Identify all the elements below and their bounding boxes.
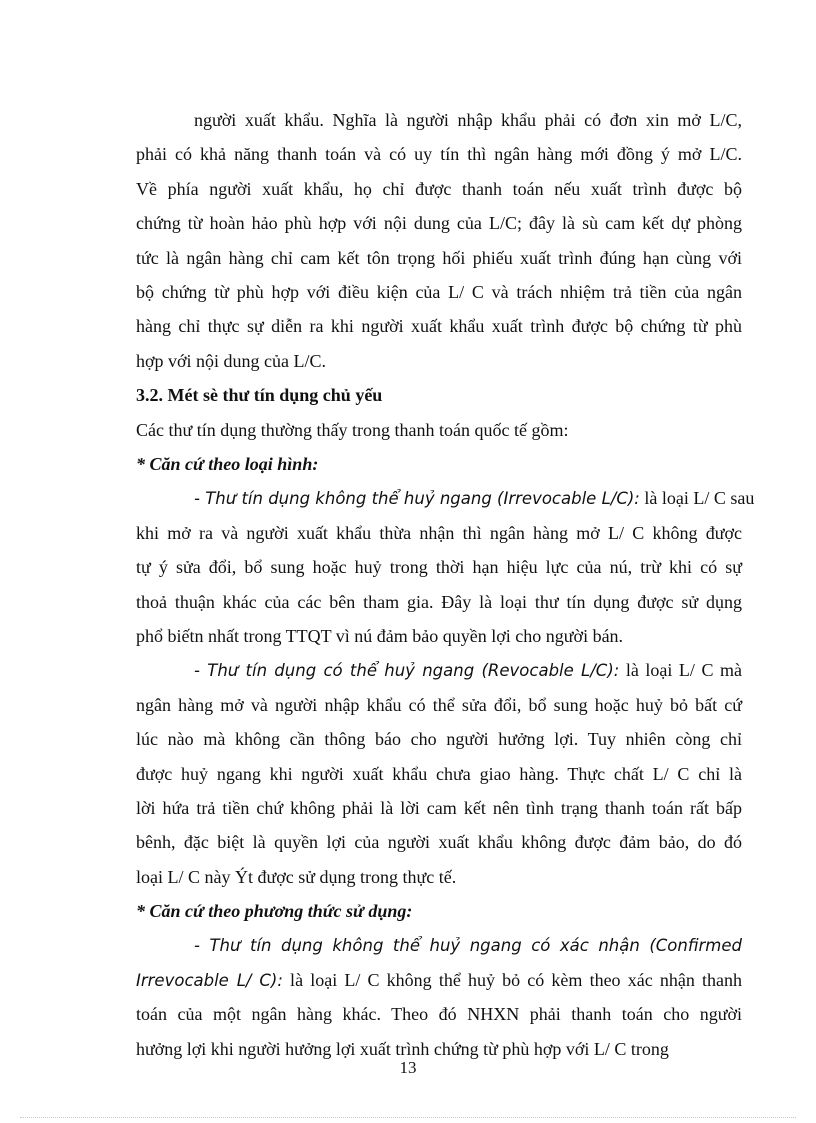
text-line: lúc nào mà không cần thông báo cho người hưởng lợi. Tuy nhiên còng chỉ — [136, 729, 742, 750]
text-line: người xuất khẩu. Nghĩa là người nhập khẩu phải có đơn xin mở L/C, — [194, 110, 742, 130]
page-number: 13 — [399, 1058, 417, 1077]
text-line: được huỷ ngang khi người xuất khẩu chưa giao hàng. Thực chất L/ C chỉ là — [136, 763, 742, 784]
text-line: toán của một ngân hàng khác. Theo đó NHXN phải thanh toán cho người — [136, 1004, 742, 1025]
text-line — [194, 487, 755, 510]
text-line: * Căn cứ theo loại hình: — [136, 454, 319, 474]
text-line: ngân hàng mở và người nhập khẩu có thể sửa đổi, bổ sung hoặc huỷ bỏ bất cứ — [136, 694, 742, 715]
text-line: 3.2. Mét sè thư tín dụng chủ yếu — [136, 385, 383, 406]
text-line: Các thư tín dụng thường thấy trong thanh toán quốc tế gồm: — [136, 419, 569, 440]
term-definition: là loại L/ C không thể huỷ bỏ có kèm theo xác nhận thanh — [282, 970, 742, 990]
text-line: bộ chứng từ phù hợp với điều kiện của L/ C và trách nhiệm trả tiền của ngân — [136, 282, 742, 302]
text-line: loại L/ C này Ýt được sử dụng trong thực tế. — [136, 866, 457, 887]
text-line — [136, 969, 742, 992]
text-line: lời hứa trả tiền chứ không phải là lời cam kết nên tình trạng thanh toán rất bấp — [136, 798, 742, 818]
text-line: hưởng lợi khi người hưởng lợi xuất trình chứng từ phù hợp với L/ C trong — [136, 1038, 669, 1059]
page-edge-divider — [20, 1117, 796, 1118]
text-line — [194, 659, 742, 682]
text-line: thoả thuận khác của các bên tham gia. Đây là loại thư tín dụng được sử dụng — [136, 591, 742, 612]
text-line: bênh, đặc biệt là quyền lợi của người xuất khẩu không được đảm bảo, do đó — [136, 832, 742, 853]
text-line: hợp với nội dung của L/C. — [136, 350, 327, 371]
text-line: chứng từ hoàn hảo phù hợp với nội dung của L/C; đây là sù cam kết dự phòng — [136, 213, 742, 234]
text-line: khi mở ra và người xuất khẩu thừa nhận thì ngân hàng mở L/ C không được — [136, 522, 742, 543]
text-line: Về phía người xuất khẩu, họ chỉ được thanh toán nếu xuất trình được bộ — [136, 178, 742, 199]
text-line: tức là ngân hàng chỉ cam kết tôn trọng hối phiếu xuất trình đúng hạn cùng với — [136, 247, 742, 268]
text-line: * Căn cứ theo phương thức sử dụng: — [136, 901, 413, 922]
text-line: - Thư tín dụng không thể huỷ ngang có xác nhận (Confirmed — [194, 935, 742, 955]
term-definition: là loại L/ C mà — [619, 660, 743, 681]
term-definition: là loại L/ C sau — [639, 488, 755, 509]
term-label: - Thư tín dụng có thể huỷ ngang (Revocable L/C): — [194, 661, 620, 681]
text-line: tự ý sửa đổi, bổ sung hoặc huỷ trong thời hạn hiệu lực của nú, trừ khi có sự — [136, 557, 742, 578]
term-label: - Thư tín dụng không thể huỷ ngang (Irrevocable L/C): — [194, 489, 640, 509]
text-line: phải có khả năng thanh toán và có uy tín thì ngân hàng mới đồng ý mở L/C. — [136, 144, 742, 165]
term-label: Irrevocable L/ C): — [136, 971, 283, 990]
text-line: phổ biếtn nhất trong TTQT vì nú đảm bảo quyền lợi cho người bán. — [136, 626, 624, 646]
text-line: hàng chỉ thực sự diễn ra khi người xuất khẩu xuất trình được bộ chứng từ phù — [136, 316, 742, 337]
